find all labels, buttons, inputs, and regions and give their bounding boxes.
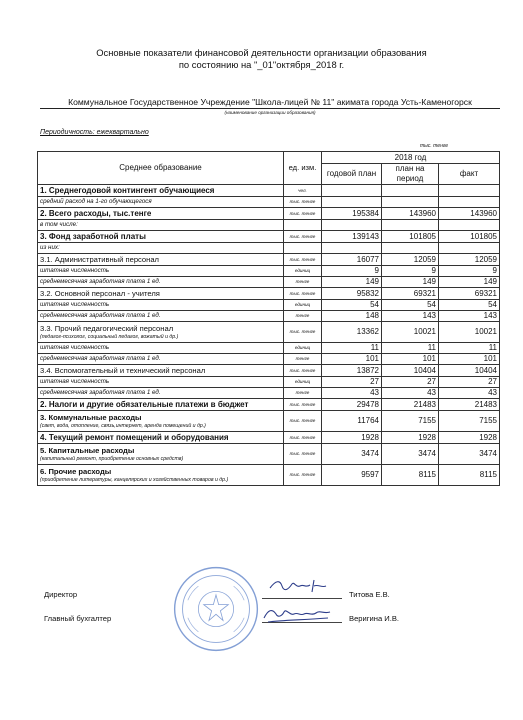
table-row xyxy=(38,365,500,377)
currency-unit: тыс. тенге xyxy=(420,143,449,149)
row-annual-plan: 16077 xyxy=(322,254,382,266)
row-unit: тенге xyxy=(284,388,322,399)
table-row xyxy=(38,444,500,465)
row-unit: единиц xyxy=(284,343,322,354)
organization-note: (наименование организации образования) xyxy=(224,110,316,115)
row-fact: 149 xyxy=(439,277,500,288)
row-period-plan: 143960 xyxy=(382,208,439,220)
row-label-text: 3. Коммунальные расходы xyxy=(40,413,142,422)
table-row xyxy=(38,208,500,220)
row-period-plan xyxy=(382,197,439,208)
table-row xyxy=(38,288,500,300)
row-label: штатная численность xyxy=(38,300,284,311)
row-label: 3.4. Вспомогательный и технический персонал xyxy=(38,365,284,377)
row-annual-plan xyxy=(322,185,382,197)
row-period-plan: 11 xyxy=(382,343,439,354)
row-unit: тыс. тенге xyxy=(284,432,322,444)
table-row xyxy=(38,322,500,343)
row-label: 4. Текущий ремонт помещений и оборудования xyxy=(38,432,284,444)
row-unit: единиц xyxy=(284,377,322,388)
col-year-header: 2018 год xyxy=(322,152,500,164)
row-annual-plan: 54 xyxy=(322,300,382,311)
row-annual-plan: 13362 xyxy=(322,322,382,343)
row-annual-plan xyxy=(322,243,382,254)
row-unit: тыс. тенге xyxy=(284,231,322,243)
row-annual-plan: 27 xyxy=(322,377,382,388)
row-fact: 10021 xyxy=(439,322,500,343)
col-name-header: Среднее образование xyxy=(38,152,284,185)
table-header-row xyxy=(38,152,500,164)
table-row xyxy=(38,243,500,254)
row-fact: 21483 xyxy=(439,399,500,411)
row-label: штатная численность xyxy=(38,266,284,277)
table-row xyxy=(38,343,500,354)
row-annual-plan: 13872 xyxy=(322,365,382,377)
director-name: Титова Е.В. xyxy=(349,590,390,599)
row-annual-plan: 3474 xyxy=(322,444,382,465)
row-unit: тыс. тенге xyxy=(284,411,322,432)
row-fact: 12059 xyxy=(439,254,500,266)
row-fact: 8115 xyxy=(439,465,500,486)
row-label: 3.1. Административный персонал xyxy=(38,254,284,266)
row-label-text: 3.3. Прочий педагогический персонал xyxy=(40,324,174,333)
table-row xyxy=(38,266,500,277)
row-fact: 10404 xyxy=(439,365,500,377)
col-annual-header: годовой план xyxy=(322,164,382,185)
row-fact xyxy=(439,220,500,231)
row-label-note: (приобретение литературы, канцелярских и хозяйственных товаров и др.) xyxy=(40,477,229,483)
row-label: 2. Всего расходы, тыс.тенге xyxy=(38,208,284,220)
row-annual-plan: 149 xyxy=(322,277,382,288)
row-label: среднемесячная заработная плата 1 ед. xyxy=(38,277,284,288)
periodicity: Периодичность: ежеквартально xyxy=(40,129,149,136)
row-fact: 7155 xyxy=(439,411,500,432)
report-title: Основные показатели финансовой деятельности организации образования xyxy=(96,47,427,58)
row-annual-plan: 148 xyxy=(322,311,382,322)
row-label: из них: xyxy=(38,243,284,254)
report-date-line: по состоянию на "_01"октября_2018 г. xyxy=(178,59,345,70)
row-annual-plan: 9597 xyxy=(322,465,382,486)
row-label: среднемесячная заработная плата 1 ед. xyxy=(38,311,284,322)
row-period-plan: 3474 xyxy=(382,444,439,465)
row-annual-plan xyxy=(322,197,382,208)
table-row xyxy=(38,399,500,411)
row-annual-plan: 11764 xyxy=(322,411,382,432)
row-fact: 101 xyxy=(439,354,500,365)
row-unit: тенге xyxy=(284,311,322,322)
table-row xyxy=(38,388,500,399)
row-fact xyxy=(439,197,500,208)
row-period-plan: 21483 xyxy=(382,399,439,411)
table-row xyxy=(38,377,500,388)
table-row xyxy=(38,432,500,444)
row-label: среднемесячная заработная плата 1 ед. xyxy=(38,388,284,399)
row-period-plan xyxy=(382,220,439,231)
row-label-note: (педагог-психолог, социальный педагог, вожатый и др.) xyxy=(40,334,179,340)
row-period-plan: 143 xyxy=(382,311,439,322)
table-row xyxy=(38,354,500,365)
director-signature xyxy=(268,576,328,596)
row-label xyxy=(38,411,284,432)
row-label: 3. Фонд заработной платы xyxy=(38,231,284,243)
row-label xyxy=(38,465,284,486)
row-period-plan xyxy=(382,185,439,197)
row-label: 2. Налоги и другие обязательные платежи в бюджет xyxy=(38,399,284,411)
row-annual-plan: 101 xyxy=(322,354,382,365)
row-fact: 101805 xyxy=(439,231,500,243)
row-unit: тыс. тенге xyxy=(284,197,322,208)
table-row xyxy=(38,197,500,208)
official-stamp xyxy=(172,565,260,653)
table-row xyxy=(38,311,500,322)
row-unit: тенге xyxy=(284,277,322,288)
row-fact xyxy=(439,243,500,254)
row-unit: тыс. тенге xyxy=(284,399,322,411)
row-unit: тыс. тенге xyxy=(284,365,322,377)
row-label-note: (капитальный ремонт, приобретение основных средств) xyxy=(40,456,184,462)
financial-table xyxy=(37,151,500,486)
row-annual-plan: 139143 xyxy=(322,231,382,243)
row-unit: тыс. тенге xyxy=(284,208,322,220)
col-fact-header: факт xyxy=(439,164,500,185)
accountant-title: Главный бухгалтер xyxy=(44,614,112,623)
row-annual-plan: 1928 xyxy=(322,432,382,444)
row-period-plan: 10404 xyxy=(382,365,439,377)
accountant-signature xyxy=(262,602,332,626)
row-unit: тыс. тенге xyxy=(284,322,322,343)
row-period-plan: 149 xyxy=(382,277,439,288)
row-period-plan: 101 xyxy=(382,354,439,365)
row-fact: 143 xyxy=(439,311,500,322)
row-label xyxy=(38,322,284,343)
row-period-plan: 27 xyxy=(382,377,439,388)
row-period-plan: 10021 xyxy=(382,322,439,343)
row-unit: чел. xyxy=(284,185,322,197)
row-period-plan: 9 xyxy=(382,266,439,277)
row-period-plan: 69321 xyxy=(382,288,439,300)
row-label-note: (свет, вода, отопление, связь,интернет, аренда помещений и др.) xyxy=(40,423,206,429)
row-label: средний расход на 1-го обучающегося xyxy=(38,197,284,208)
row-unit: тенге xyxy=(284,354,322,365)
row-label xyxy=(38,444,284,465)
table-row xyxy=(38,300,500,311)
row-fact: 9 xyxy=(439,266,500,277)
row-period-plan: 43 xyxy=(382,388,439,399)
row-fact: 43 xyxy=(439,388,500,399)
col-unit-header: ед. изм. xyxy=(284,152,322,185)
row-annual-plan: 195384 xyxy=(322,208,382,220)
row-unit: тыс. тенге xyxy=(284,288,322,300)
director-title: Директор xyxy=(44,590,78,599)
row-unit: тыс. тенге xyxy=(284,444,322,465)
row-annual-plan: 43 xyxy=(322,388,382,399)
row-fact: 143960 xyxy=(439,208,500,220)
row-label: 3.2. Основной персонал - учителя xyxy=(38,288,284,300)
row-fact: 3474 xyxy=(439,444,500,465)
row-label: в том числе: xyxy=(38,220,284,231)
table-row xyxy=(38,220,500,231)
row-period-plan: 54 xyxy=(382,300,439,311)
row-fact: 1928 xyxy=(439,432,500,444)
row-period-plan: 8115 xyxy=(382,465,439,486)
director-signature-line xyxy=(262,598,342,599)
row-label-text: 6. Прочие расходы xyxy=(40,467,112,476)
row-unit xyxy=(284,243,322,254)
row-fact: 11 xyxy=(439,343,500,354)
row-period-plan: 1928 xyxy=(382,432,439,444)
row-label: штатная численность xyxy=(38,377,284,388)
col-period-header: план на период xyxy=(382,164,439,185)
row-unit: тыс. тенге xyxy=(284,465,322,486)
row-unit: тыс. тенге xyxy=(284,254,322,266)
row-annual-plan: 95832 xyxy=(322,288,382,300)
row-period-plan xyxy=(382,243,439,254)
row-label-text: 5. Капитальные расходы xyxy=(40,446,135,455)
row-unit: единиц xyxy=(284,300,322,311)
row-period-plan: 101805 xyxy=(382,231,439,243)
row-fact: 54 xyxy=(439,300,500,311)
row-period-plan: 12059 xyxy=(382,254,439,266)
table-row xyxy=(38,254,500,266)
row-label: среднемесячная заработная плата 1 ед. xyxy=(38,354,284,365)
row-annual-plan: 9 xyxy=(322,266,382,277)
row-unit: единиц xyxy=(284,266,322,277)
accountant-name: Веригина И.В. xyxy=(349,614,400,623)
row-fact: 69321 xyxy=(439,288,500,300)
row-annual-plan xyxy=(322,220,382,231)
row-label: штатная численность xyxy=(38,343,284,354)
row-label: 1. Среднегодовой контингент обучающиеся xyxy=(38,185,284,197)
table-row xyxy=(38,185,500,197)
row-fact xyxy=(439,185,500,197)
table-row xyxy=(38,277,500,288)
row-fact: 27 xyxy=(439,377,500,388)
table-row xyxy=(38,231,500,243)
table-row xyxy=(38,465,500,486)
table-row xyxy=(38,411,500,432)
row-annual-plan: 29478 xyxy=(322,399,382,411)
row-annual-plan: 11 xyxy=(322,343,382,354)
row-period-plan: 7155 xyxy=(382,411,439,432)
organization-name: Коммунальное Государственное Учреждение "Школа-лицей № 11" акимата города Усть-Каменогорск xyxy=(40,97,500,109)
row-unit xyxy=(284,220,322,231)
